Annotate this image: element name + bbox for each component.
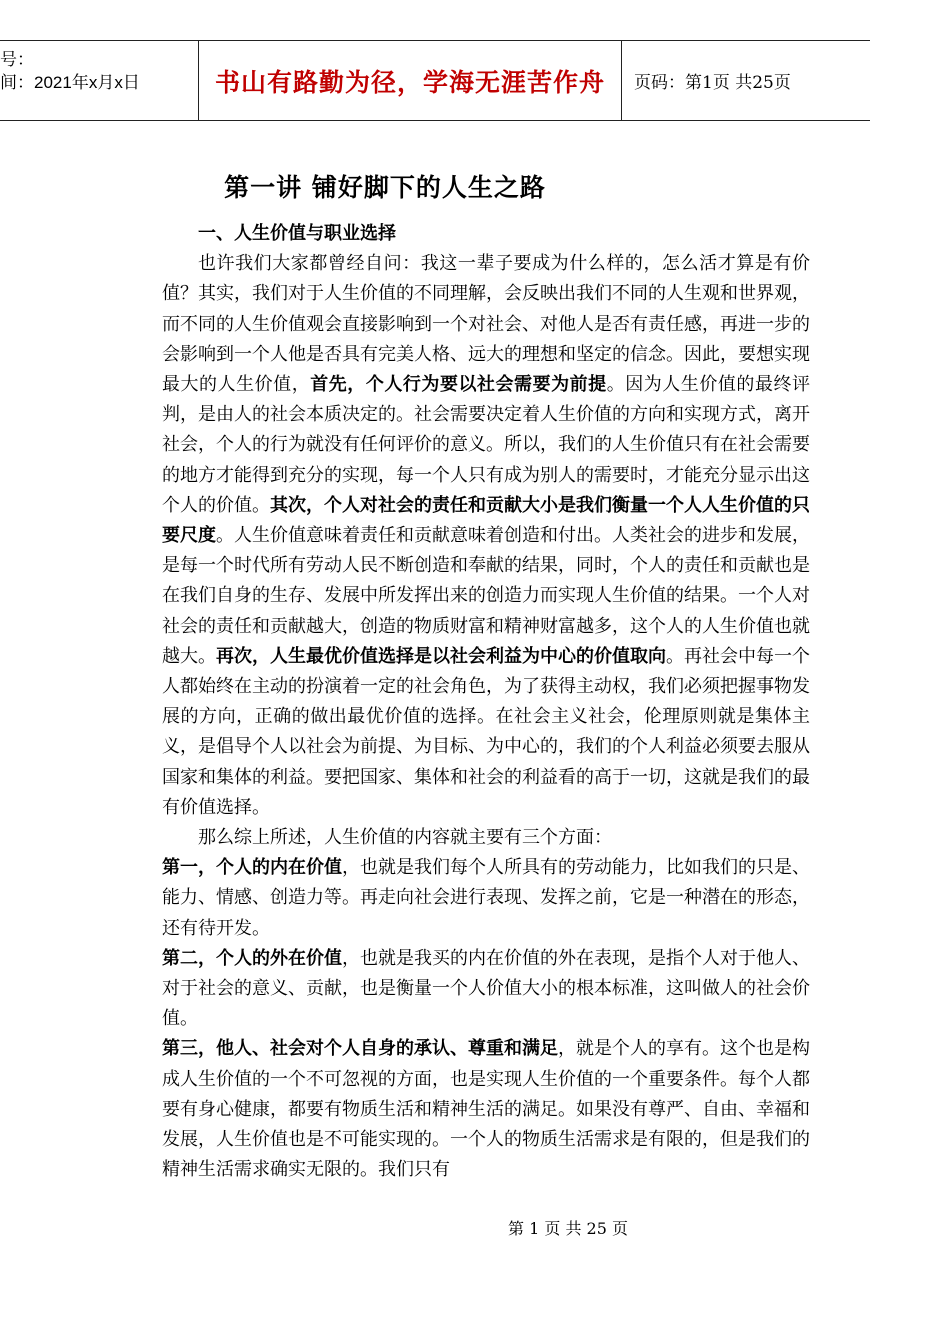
paragraph-2: 那么综上所述，人生价值的内容就主要有三个方面： [198,827,612,849]
paragraph-5 [162,1034,810,1185]
bold-heading-third: 第三，他人、社会对个人自身的承认、尊重和满足 [162,1038,558,1060]
paragraph-1 [162,249,810,823]
paragraph-text: ，也就是我买的内在价值的外在表现，是指个人对于他人、对于社会的意义、贡献，也是衡量一个人价值大小的根本标准，这叫做人的社会价值。 [162,947,810,1030]
header-meta [0,41,198,120]
header-motto: 书山有路勤为径，学海无涯苦作舟 [214,67,605,97]
header-date-label: 间：2021年x月x日 [0,73,140,92]
page-header [0,40,870,121]
section-heading: 一、人生价值与职业选择 [198,223,396,244]
paragraph-text: 。因为人生价值的最终评判，是由人的社会本质决定的。社会需要决定着人生价值的方向和实现方式，离开社会，个人的行为就没有任何评价的意义。所以，我们的人生价值只有在社会需要的地方才能得到充分的实现，每一个人只有成为别人的需要时，才能充分显示出这个人的价值。 [162,374,810,516]
bold-point-1: 首先，个人行为要以社会需要为前提 [310,374,607,396]
header-page-cell [622,41,870,120]
document-title: 第一讲 铺好脚下的人生之路 [224,173,546,202]
paragraph-4 [162,944,810,1035]
page-footer-label: 第 1 页 共 25 页 [508,1219,628,1238]
header-page-label: 页码：第1页 共25页 [634,73,791,93]
document-title-wrap [0,168,770,204]
document-body [162,219,810,1186]
paragraph-text: 。再社会中每一个人都始终在主动的扮演着一定的社会角色，为了获得主动权，我们必须把握事物发展的方向，正确的做出最优价值的选择。在社会主义社会，伦理原则就是集体主义，是倡导个人以社会为前提、为目标、为中心的，我们的个人利益必须要去服从国家和集体的利益。要把国家、集体和社会的利益看的高于一切，这就是我们的最有价值选择。 [162,645,810,818]
bold-point-2: 其次，个人对社会的责任和贡献大小是我们衡量一个人人生价值的只要尺度 [162,494,810,547]
header-number-label: 号： [0,50,34,69]
bold-heading-second: 第二，个人的外在价值 [162,947,342,969]
paragraph-text: ，就是个人的享有。这个也是构成人生价值的一个不可忽视的方面，也是实现人生价值的一个重要条件。每个人都要有身心健康，都要有物质生活和精神生活的满足。如果没有尊严、自由、幸福和发展，人生价值也是不可能实现的。一个人的物质生活需求是有限的，但是我们的精神生活需求确实无限的。我们只有 [162,1038,810,1181]
bold-heading-first: 第一，个人的内在价值 [162,857,342,879]
paragraph-text: ，也就是我们每个人所具有的劳动能力，比如我们的只是、能力、情感、创造力等。再走向社会进行表现、发挥之前，它是一种潜在的形态，还有待开发。 [162,857,810,939]
paragraph-3 [162,853,810,944]
page-footer [0,1216,950,1239]
header-motto-cell [199,41,621,120]
paragraph-text: 也许我们大家都曾经自问：我这一辈子要成为什么样的，怎么活才算是有价值？其实，我们对于人生价值的不同理解，会反映出我们不同的人生观和世界观，而不同的人生价值观会直接影响到一个对社会、对他人是否有责任感，再进一步的会影响到一个人他是否具有完美人格、远大的理想和坚定的信念。因此，要想实现最大的人生价值， [162,253,810,396]
bold-point-3: 再次，人生最优价值选择是以社会利益为中心的价值取向 [216,645,666,667]
paragraph-text: 。人生价值意味着责任和贡献意味着创造和付出。人类社会的进步和发展，是每一个时代所有劳动人民不断创造和奉献的结果，同时，个人的责任和贡献也是在我们自身的生存、发展中所发挥出来的创造力而实现人生价值的结果。一个人对社会的责任和贡献越大，创造的物质财富和精神财富越多，这个人的人生价值也就越大。 [162,525,810,667]
